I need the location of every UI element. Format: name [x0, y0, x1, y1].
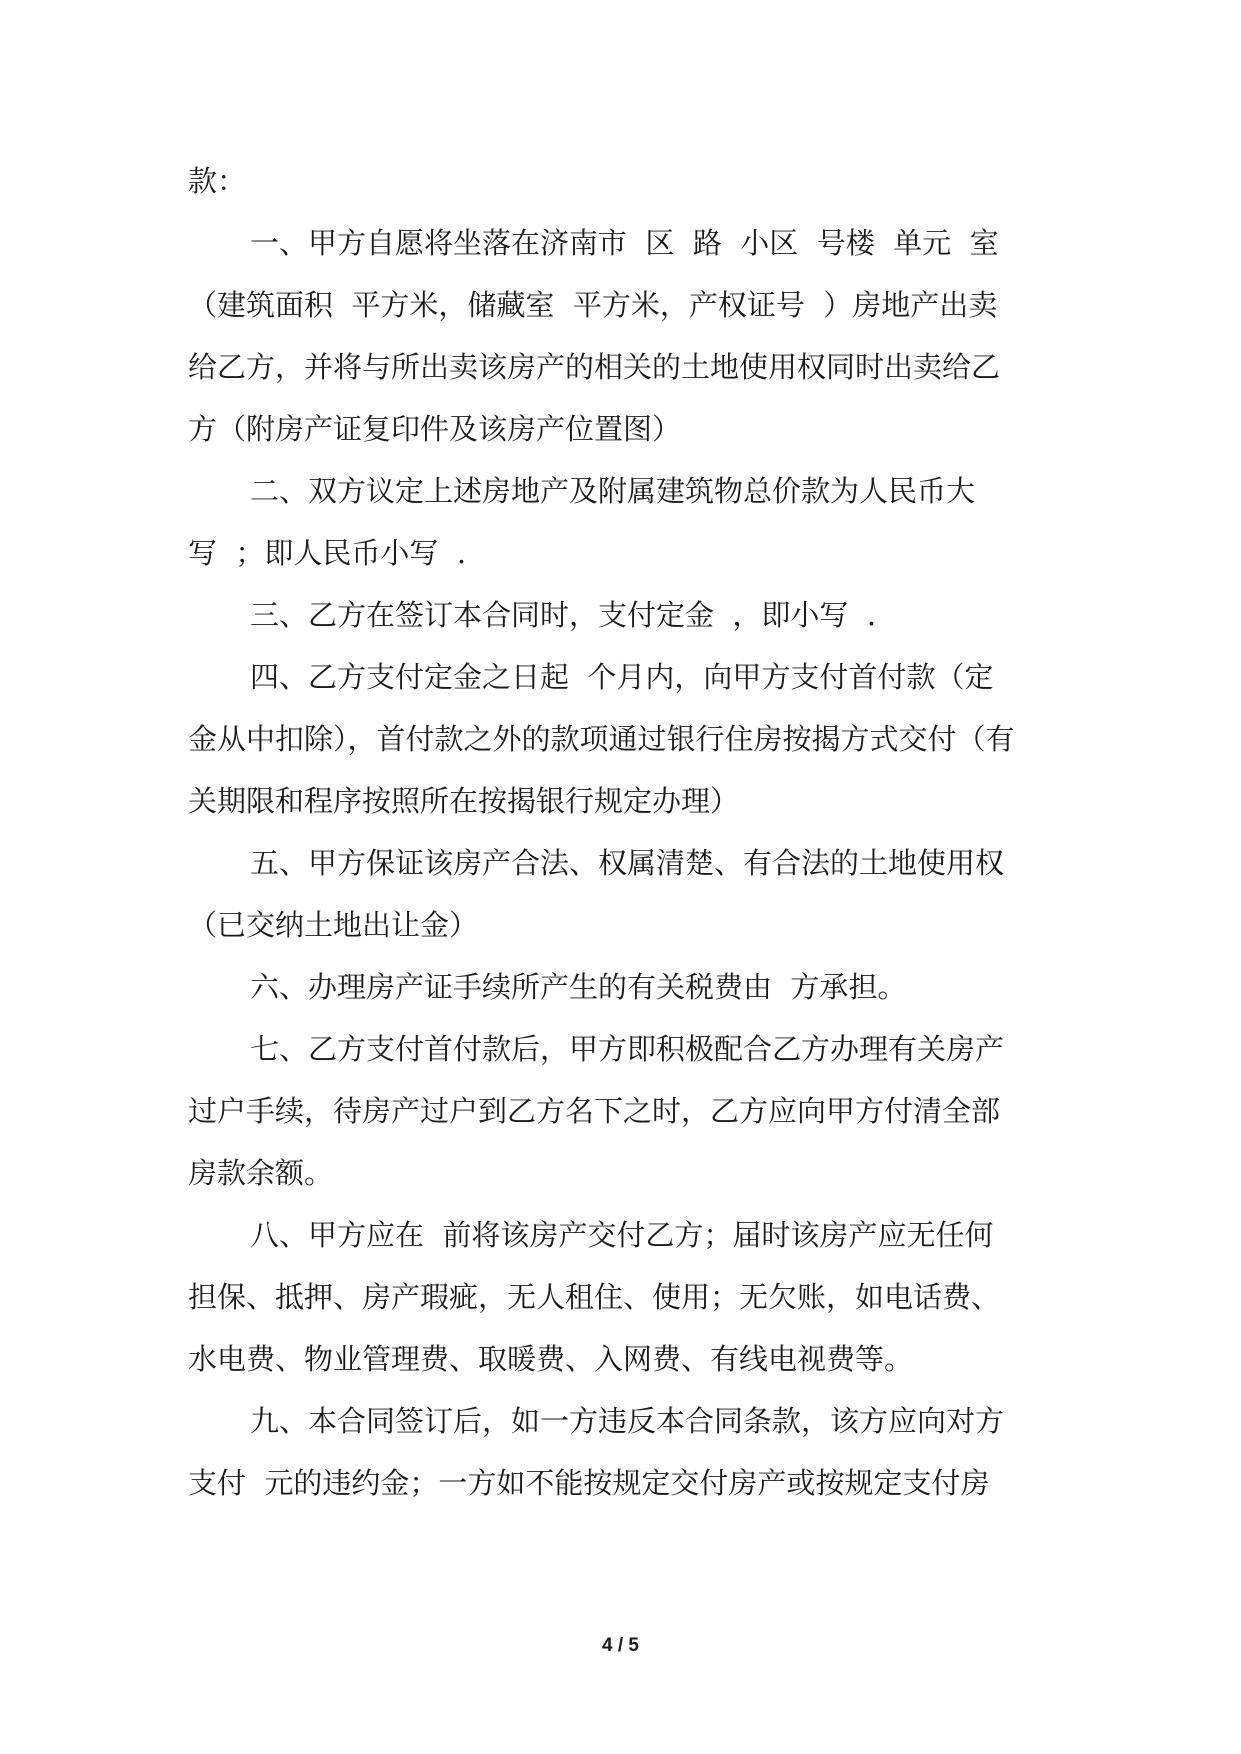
clause-3-line: 三、乙方在签订本合同时，支付定金 ，即小写 .	[250, 598, 877, 632]
clause-7-line: 房款余额。	[188, 1156, 334, 1190]
page-number: 4 / 5	[602, 1635, 639, 1656]
clause-7-line: 过户手续，待房产过户到乙方名下之时，乙方应向甲方付清全部	[188, 1094, 1001, 1128]
clause-8-line: 水电费、物业管理费、取暖费、入网费、有线电视费等。	[188, 1342, 914, 1376]
clause-2-line: 二、双方议定上述房地产及附属建筑物总价款为人民币大	[250, 474, 976, 508]
text-line: 款：	[188, 164, 247, 198]
clause-1-line: 一、甲方自愿将坐落在济南市 区 路 小区 号楼 单元 室	[250, 226, 999, 260]
clause-2-line: 写 ；即人民币小写 .	[188, 536, 467, 570]
clause-8-line: 八、甲方应在 前将该房产交付乙方；届时该房产应无任何	[250, 1218, 994, 1252]
clause-1-line: （建筑面积 平方米，储藏室 平方米，产权证号 ）房地产出卖	[188, 288, 998, 322]
contract-body	[188, 150, 1058, 1514]
clause-5-line: （已交纳土地出让金）	[188, 908, 479, 942]
clause-4-line: 金从中扣除），首付款之外的款项通过银行住房按揭方式交付（有	[188, 722, 1015, 756]
clause-7-line: 七、乙方支付首付款后，甲方即积极配合乙方办理有关房产	[250, 1032, 1005, 1066]
clause-9-line: 支付 元的违约金；一方如不能按规定交付房产或按规定支付房	[188, 1466, 990, 1500]
clause-5-line: 五、甲方保证该房产合法、权属清楚、有合法的土地使用权	[250, 846, 1005, 880]
clause-9-line: 九、本合同签订后，如一方违反本合同条款，该方应向对方	[250, 1404, 1005, 1438]
clause-1-line: 方（附房产证复印件及该房产位置图）	[188, 412, 682, 446]
clause-8-line: 担保、抵押、房产瑕疵，无人租住、使用；无欠账，如电话费、	[188, 1280, 1001, 1314]
clause-4-line: 四、乙方支付定金之日起 个月内，向甲方支付首付款（定	[250, 660, 994, 694]
clause-4-line: 关期限和程序按照所在按揭银行规定办理）	[188, 784, 740, 818]
clause-6-line: 六、办理房产证手续所产生的有关税费由 方承担。	[250, 970, 907, 1004]
clause-1-line: 给乙方，并将与所出卖该房产的相关的土地使用权同时出卖给乙	[188, 350, 1001, 384]
